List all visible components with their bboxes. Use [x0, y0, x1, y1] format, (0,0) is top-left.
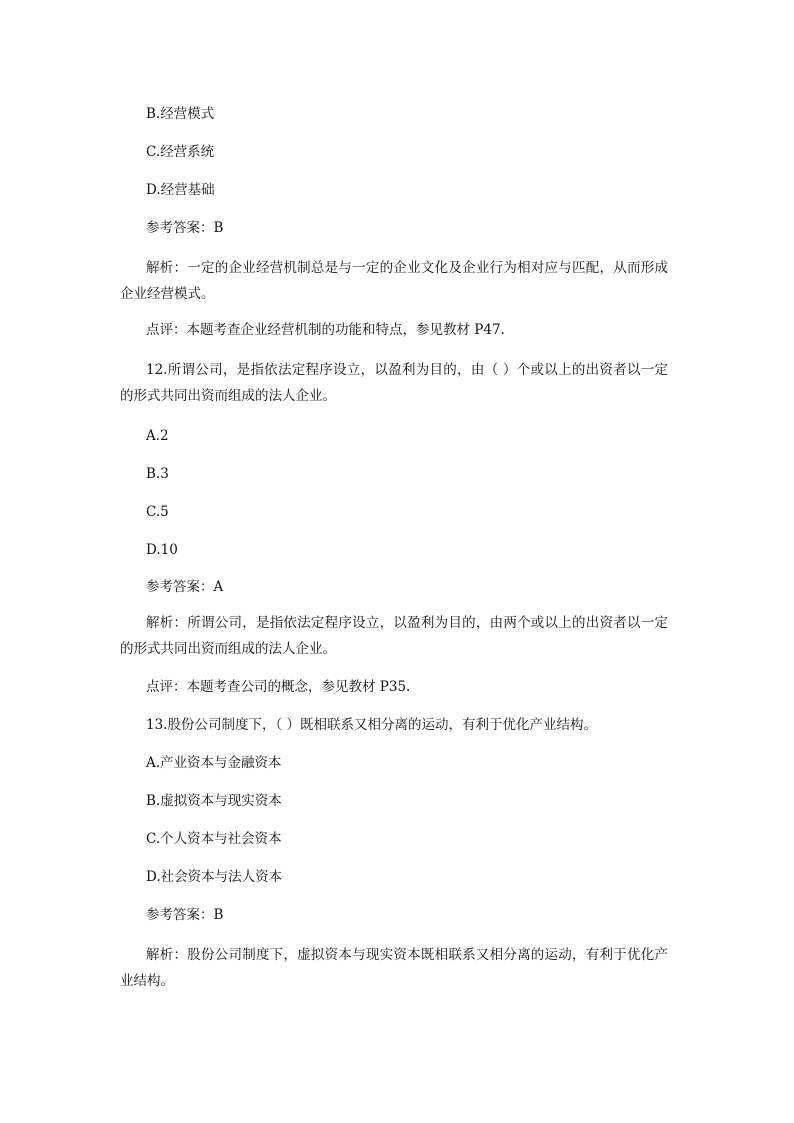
q13-analysis: 解析：股份公司制度下，虚拟资本与现实资本既相联系又相分离的运动，有利于优化产业结构。: [120, 947, 668, 989]
q12-analysis: 解析：所谓公司，是指依法定程序设立，以盈利为目的，由两个或以上的出资者以一定的形式共同出资而组成的法人企业。: [120, 615, 668, 657]
q12-question: 12.所谓公司，是指依法定程序设立，以盈利为目的，由（ ）个或以上的出资者以一定的形式共同出资而组成的法人企业。: [120, 362, 668, 404]
q11-answer: 参考答案：B: [146, 220, 224, 236]
q11-option-c: C.经营系统: [146, 144, 215, 160]
q11-option-b: B.经营模式: [146, 106, 215, 122]
q12-option-b: B.3: [146, 466, 169, 482]
q13-answer: 参考答案：B: [146, 907, 224, 923]
q11-comment: 点评：本题考查企业经营机制的功能和特点，参见教材 P47.: [146, 322, 505, 338]
q13-option-d: D.社会资本与法人资本: [146, 869, 283, 885]
q12-comment: 点评：本题考查公司的概念，参见教材 P35.: [146, 679, 411, 695]
q12-answer: 参考答案：A: [146, 579, 224, 595]
q13-option-c: C.个人资本与社会资本: [146, 831, 282, 847]
q13-question: 13.股份公司制度下，（ ）既相联系又相分离的运动，有利于优化产业结构。: [146, 717, 598, 733]
q12-option-c: C.5: [146, 504, 169, 520]
q11-option-d: D.经营基础: [146, 182, 215, 198]
q13-option-b: B.虚拟资本与现实资本: [146, 793, 282, 809]
q12-option-a: A.2: [146, 428, 169, 444]
q13-option-a: A.产业资本与金融资本: [146, 755, 282, 771]
q11-analysis: 解析：一定的企业经营机制总是与一定的企业文化及企业行为相对应与匹配，从而形成企业经营模式。: [120, 260, 668, 302]
q12-option-d: D.10: [146, 542, 178, 558]
